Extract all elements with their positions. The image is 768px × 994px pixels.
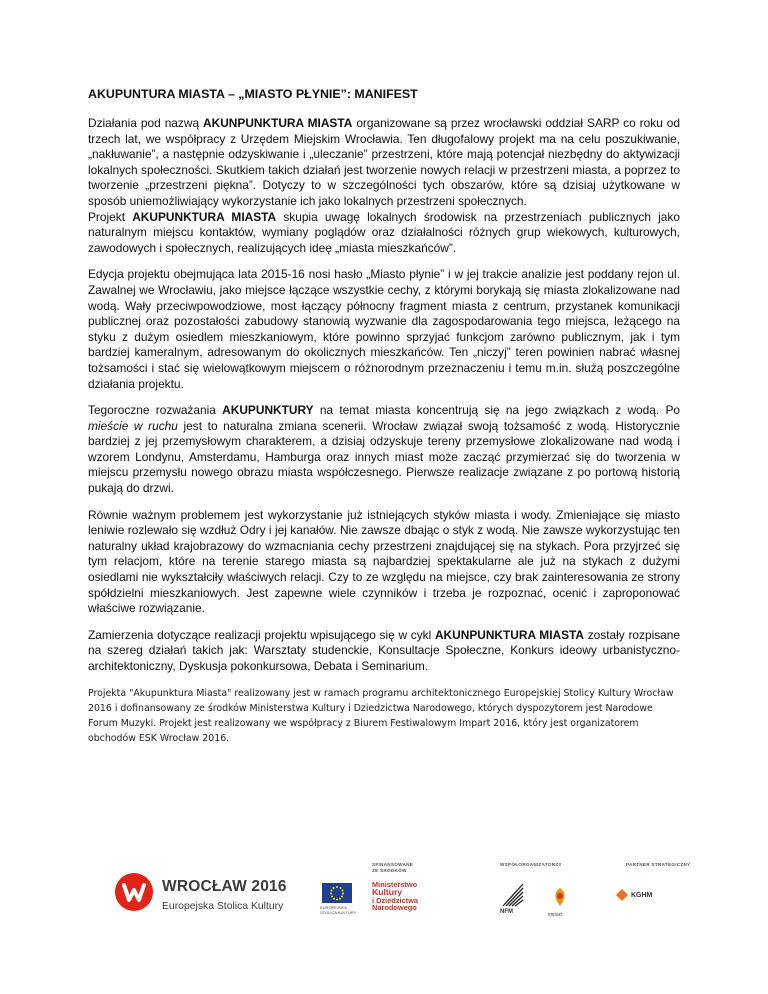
wroclaw-2016-subtitle: Europejska Stolica Kultury: [162, 901, 284, 912]
caption-coorganizers: WSPÓŁORGANIZATORZY: [500, 862, 562, 867]
eu-flag-icon: [322, 883, 352, 903]
paragraph-6: Zamierzenia dotyczące realizacji projektu wpisującego się w cykl AKUNPUNKTURA MIASTA zostały rozpisane na szereg działań takich jak: Warsztaty studenckie, Konsultacje Społeczne, Konkurs ideowy urbanistyczno-architektoniczny, Dyskusja pokonkursowa, Debata i Seminarium.: [88, 627, 681, 673]
mkidn-logo: [372, 881, 418, 912]
impart-label: impart: [548, 912, 562, 918]
caption-cofinanced: SFINANSOWANE ZE ŚRODKÓW: [372, 862, 414, 873]
nfm-logo-icon: [501, 882, 525, 908]
impart-logo-icon: [549, 886, 571, 908]
kghm-logo-icon: [616, 889, 628, 901]
mkidn-line-2: Kultury: [372, 886, 403, 897]
document-title: AKUPUNTURA MIASTA – „MIASTO PŁYNIE”: MANIFEST: [88, 87, 418, 101]
document-body: [88, 86, 680, 746]
funding-note: Projekta "Akupunktura Miasta" realizowany jest w ramach programu architektonicznego Europejskiej Stolicy Kultury Wrocław 2016 i dofinansowany ze środków Ministerstwa Kultury i Dziedzictwa Narodowego, których dyspozytorem jest Narodowe Forum Muzyki. Projekt jest realizowany we współpracy z Biurem Festiwalowym Impart 2016, który jest organizatorem obchodów ESK Wrocław 2016.: [88, 687, 674, 744]
wroclaw-2016-title: WROCŁAW 2016: [162, 878, 287, 895]
paragraph-4: Tegoroczne rozważania AKUPUNKTURY na temat miasta koncentrują się na jego związkach z wodą. Po mieście w ruchu jest to naturalna zmiana scenerii. Wrocław związał swoją tożsamość z wodą. Historycznie bardziej z jej przemysłowym charakterem, a dzisiaj odzyskuje tereny przemysłowe zlokalizowane nad wodą i wzorem Londynu, Amsterdamu, Hamburga oraz innych miast może zacząć przymierzać się do tworzenia w miejscu przemysłu nowego obrazu miasta współczesnego. Pierwsze realizacje związane z po portową historią pukają do drzwi.: [88, 403, 680, 496]
eu-caption: EUROPEJSKA STOLICA KULTURY: [320, 905, 357, 915]
paragraph-3: Edycja projektu obejmująca lata 2015-16 nosi hasło „Miasto płynie” i w jej trakcie analizie jest poddany rejon ul. Zawalnej we Wrocławiu, jako miejsce łączące wszystkie cechy, z którymi borykają się miasta zlokalizowane nad wodą. Wały przeciwpowodziowe, most łączący północny fragment miasta z centrum, przystanek komunikacji publicznej oraz pozostałości zabudowy stanowią wyzwanie dla zagospodarowania tego miejsca, leżącego na styku z dużym osiedlem mieszkaniowym, które powinno sprzyjać funkcjom zarówno publicznym, jak i tym bardziej kameralnym, adresowanym do okolicznych mieszkańców. Ten „niczyj” teren powinien nabrać własnej tożsamości i stać się wielowątkowym miejscem o różnorodnym przeznaczeniu i temu m.in. służą poszczególne działania projektu.: [88, 267, 680, 391]
paragraph-1: Działania pod nazwą AKUNPUNKTURA MIASTA organizowane są przez wrocławski oddział SARP co roku od trzech lat, we współpracy z Urzędem Miejskim Wrocławia. Ten długofalowy projekt ma na celu poszukiwanie, „nakłuwanie”, a następnie odzyskiwanie i „uleczanie” przestrzeni, które mają potencjał niezbędny do aktywizacji lokalnych społeczności. Skutkiem takich działań jest tworzenie nowych relacji w przestrzeni miasta, a poprzez to tworzenie „przestrzeni piękna”. Dotyczy to w szczególności tych obszarów, które są dzisiaj użytkowane w sposób uniemożliwiający wykorzystanie ich jako lokalnych przestrzeni społecznych.: [88, 116, 681, 208]
paragraph-2: Projekt AKUPUNKTURA MIASTA skupia uwagę lokalnych środowisk na przestrzeniach publicznych jako naturalnym miejscu kontaktów, wymiany poglądów oraz działalności różnych grup wiekowych, kulturowych, zawodowych i społecznych, realizujących ideę „miasta mieszkańców”.: [88, 209, 680, 255]
nfm-label: NFM: [500, 909, 513, 915]
caption-partner: PARTNER STRATEGICZNY: [626, 862, 691, 867]
mkidn-line-1: Ministerstwo: [372, 880, 418, 889]
wroclaw-2016-logo-icon: [114, 872, 154, 912]
mkidn-line-3: i Dziedzictwa: [372, 895, 418, 905]
paragraph-5: Równie ważnym problemem jest wykorzystanie już istniejących styków miasta i wody. Zmieniające się miasto leniwie rozlewało się wzdłuż Odry i jej kanałów. Nie zawsze dbając o styk z wodą. Nie zawsze wykorzystując ten naturalny układ krajobrazowy do wzmacniania cechy przestrzeni znajdującej się na stykach. Pora przyjrzeć się tym relacjom, które na terenie starego miasta są najbardziej spektakularne ale już na stykach z dużymi osiedlami nie wykształciły właściwych relacji. Czy to ze względu na miejsce, czy brak zainteresowania ze strony spółdzielni mieszkaniowych. Jest zapewne wiele czynników i trzeba je rozpoznać, ocenić i zaproponować właściwe rozwiązanie.: [88, 507, 680, 616]
mkidn-line-4: Narodowego: [372, 903, 417, 913]
kghm-label: KGHM: [631, 892, 653, 899]
